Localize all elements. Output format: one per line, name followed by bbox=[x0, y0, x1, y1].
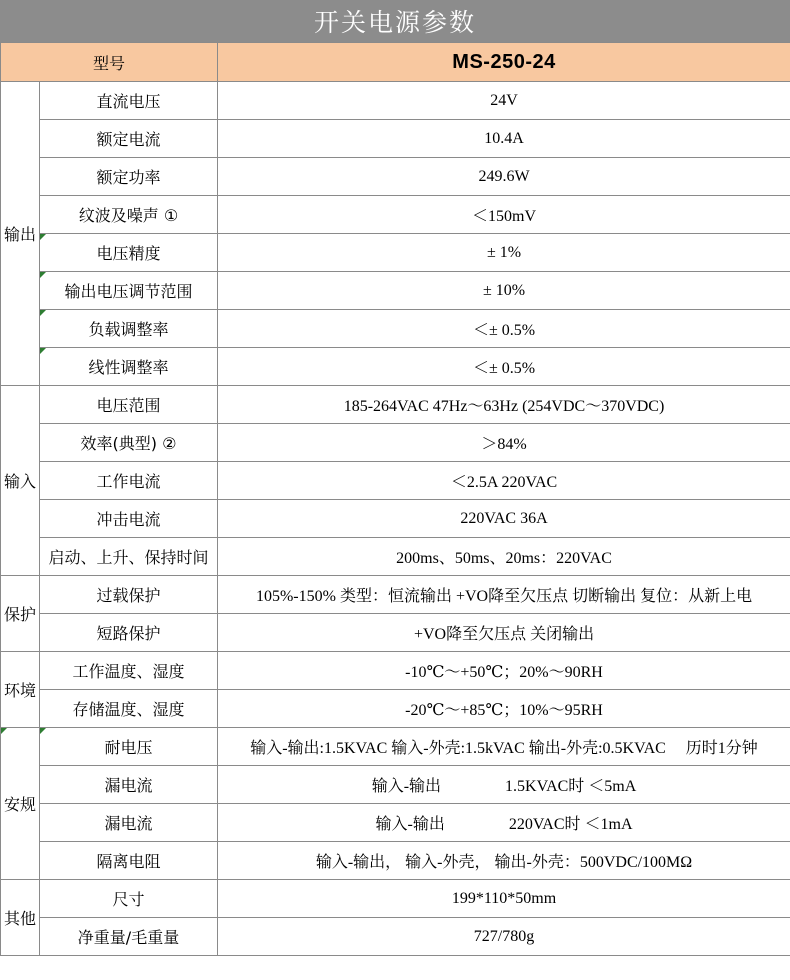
param-name: 漏电流 bbox=[40, 766, 218, 804]
group-label-environment: 环境 bbox=[1, 652, 40, 728]
param-name: 线性调整率 bbox=[40, 348, 218, 386]
param-name: 启动、上升、保持时间 bbox=[40, 538, 218, 576]
param-name: 漏电流 bbox=[40, 804, 218, 842]
param-value: 输入-输出 220VAC时 ＜1mA bbox=[218, 804, 790, 842]
param-name: 净重量/毛重量 bbox=[40, 918, 218, 956]
param-value: 727/780g bbox=[218, 918, 790, 956]
param-value: 10.4A bbox=[218, 120, 790, 158]
param-value: -10℃～+50℃；20%～90RH bbox=[218, 652, 790, 690]
table-row bbox=[1, 424, 790, 462]
param-value: 24V bbox=[218, 82, 790, 120]
group-label-protection: 保护 bbox=[1, 576, 40, 652]
model-row bbox=[1, 43, 790, 82]
param-value: 220VAC 36A bbox=[218, 500, 790, 538]
table-row bbox=[1, 728, 790, 766]
param-value: ＜2.5A 220VAC bbox=[218, 462, 790, 500]
group-label-safety: 安规 bbox=[1, 728, 40, 880]
table-row bbox=[1, 386, 790, 424]
param-name: 输出电压调节范围 bbox=[40, 272, 218, 310]
group-label-input: 输入 bbox=[1, 386, 40, 576]
table-row bbox=[1, 690, 790, 728]
param-value: 输入-输出 1.5KVAC时 ＜5mA bbox=[218, 766, 790, 804]
param-value: ＞84% bbox=[218, 424, 790, 462]
param-value: ± 10% bbox=[218, 272, 790, 310]
table-row bbox=[1, 918, 790, 956]
param-value: 249.6W bbox=[218, 158, 790, 196]
sheet-title: 开关电源参数 bbox=[0, 0, 790, 42]
param-value: 185-264VAC 47Hz～63Hz (254VDC～370VDC) bbox=[218, 386, 790, 424]
param-value: 输入-输出， 输入-外壳， 输出-外壳：500VDC/100MΩ bbox=[218, 842, 790, 880]
table-row bbox=[1, 614, 790, 652]
param-name: 电压精度 bbox=[40, 234, 218, 272]
table-row bbox=[1, 234, 790, 272]
table-row bbox=[1, 310, 790, 348]
spec-table bbox=[0, 42, 790, 956]
param-name: 工作温度、湿度 bbox=[40, 652, 218, 690]
table-row bbox=[1, 120, 790, 158]
table-row bbox=[1, 576, 790, 614]
model-label: 型号 bbox=[1, 43, 218, 82]
param-name: 耐电压 bbox=[40, 728, 218, 766]
param-name: 额定电流 bbox=[40, 120, 218, 158]
param-name: 尺寸 bbox=[40, 880, 218, 918]
table-row bbox=[1, 158, 790, 196]
table-row bbox=[1, 272, 790, 310]
param-name: 电压范围 bbox=[40, 386, 218, 424]
table-row bbox=[1, 652, 790, 690]
param-value: 输入-输出:1.5KVAC 输入-外壳:1.5kVAC 输出-外壳:0.5KVAC 历时1分钟 bbox=[218, 728, 790, 766]
table-row bbox=[1, 880, 790, 918]
param-value: 199*110*50mm bbox=[218, 880, 790, 918]
param-value: 200ms、50ms、20ms：220VAC bbox=[218, 538, 790, 576]
param-value: -20℃～+85℃；10%～95RH bbox=[218, 690, 790, 728]
param-name: 短路保护 bbox=[40, 614, 218, 652]
table-row bbox=[1, 538, 790, 576]
param-value: ＜± 0.5% bbox=[218, 310, 790, 348]
table-row bbox=[1, 500, 790, 538]
param-name: 额定功率 bbox=[40, 158, 218, 196]
group-label-output: 输出 bbox=[1, 82, 40, 386]
param-value: 105%-150% 类型：恒流输出 +VO降至欠压点 切断输出 复位：从新上电 bbox=[218, 576, 790, 614]
param-name: 工作电流 bbox=[40, 462, 218, 500]
param-name: 冲击电流 bbox=[40, 500, 218, 538]
param-value: ± 1% bbox=[218, 234, 790, 272]
table-row bbox=[1, 462, 790, 500]
table-row bbox=[1, 82, 790, 120]
param-value: ＜150mV bbox=[218, 196, 790, 234]
table-row bbox=[1, 842, 790, 880]
param-name: 纹波及噪声 ① bbox=[40, 196, 218, 234]
group-label-other: 其他 bbox=[1, 880, 40, 956]
table-row bbox=[1, 196, 790, 234]
table-row bbox=[1, 804, 790, 842]
param-name: 存储温度、湿度 bbox=[40, 690, 218, 728]
table-row bbox=[1, 348, 790, 386]
model-value: MS-250-24 bbox=[218, 43, 790, 82]
param-value: +VO降至欠压点 关闭输出 bbox=[218, 614, 790, 652]
param-name: 直流电压 bbox=[40, 82, 218, 120]
table-row bbox=[1, 766, 790, 804]
param-value: ＜± 0.5% bbox=[218, 348, 790, 386]
param-name: 过载保护 bbox=[40, 576, 218, 614]
param-name: 隔离电阻 bbox=[40, 842, 218, 880]
param-name: 负载调整率 bbox=[40, 310, 218, 348]
param-name: 效率(典型) ② bbox=[40, 424, 218, 462]
